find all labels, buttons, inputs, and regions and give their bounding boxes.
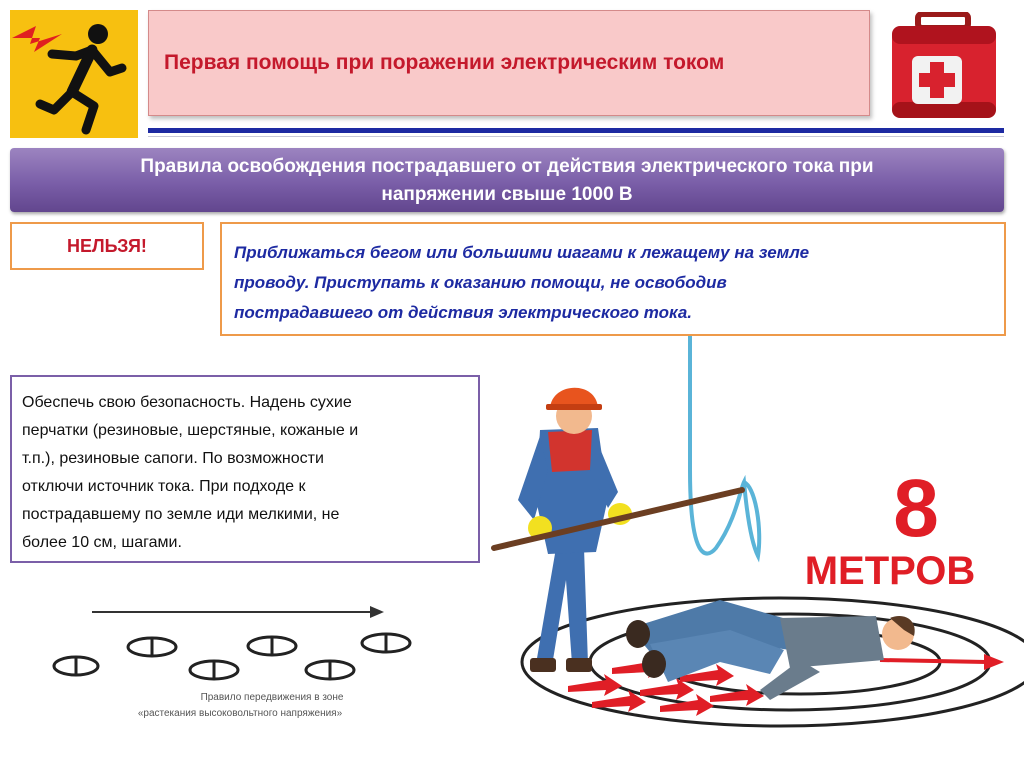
electric-shock-warning-icon bbox=[10, 10, 138, 138]
first-aid-kit-icon bbox=[888, 12, 1002, 124]
safety-line-4: отключи источник тока. При подходе к bbox=[22, 478, 306, 495]
victim-figure bbox=[626, 600, 915, 700]
banner-line-1: Правила освобождения пострадавшего от действия электрического тока при bbox=[140, 156, 874, 177]
safety-instructions-box bbox=[10, 375, 480, 563]
safety-line-6: более 10 см, шагами. bbox=[22, 534, 182, 551]
page-title: Первая помощь при поражении электрическим током bbox=[164, 51, 725, 74]
distance-unit: МЕТРОВ bbox=[804, 549, 976, 593]
title-divider-thin bbox=[148, 136, 1004, 137]
safety-line-3: т.п.), резиновые сапоги. По возможности bbox=[22, 450, 324, 467]
footsteps-caption-2: «растекания высоковольтного напряжения» bbox=[137, 708, 343, 719]
forbidden-label: НЕЛЬЗЯ! bbox=[67, 235, 147, 256]
safety-line-2: перчатки (резиновые, шерстяные, кожаные и bbox=[22, 422, 359, 439]
footsteps-caption-1: Правило передвижения в зоне bbox=[200, 692, 344, 703]
forbidden-line-2: проводу. Приступать к оказанию помощи, не освободив bbox=[234, 273, 727, 292]
forbidden-line-1: Приближаться бегом или большими шагами к лежащему на земле bbox=[234, 243, 810, 262]
footsteps-diagram bbox=[54, 606, 410, 719]
safety-line-5: пострадавшему по земле иди мелкими, не bbox=[22, 506, 340, 523]
forbidden-actions-box bbox=[220, 222, 1006, 336]
title-panel bbox=[148, 10, 870, 116]
safety-line-1: Обеспечь свою безопасность. Надень сухие bbox=[22, 394, 352, 411]
rules-banner bbox=[10, 148, 1004, 212]
distance-arrow bbox=[880, 654, 1004, 670]
banner-line-2: напряжении свыше 1000 В bbox=[381, 184, 633, 205]
forbidden-line-3: пострадавшего от действия электрического тока. bbox=[234, 303, 693, 322]
hanging-wire bbox=[690, 336, 759, 556]
distance-number: 8 bbox=[893, 463, 939, 554]
title-divider bbox=[148, 128, 1004, 133]
forbidden-label-box bbox=[10, 222, 204, 270]
